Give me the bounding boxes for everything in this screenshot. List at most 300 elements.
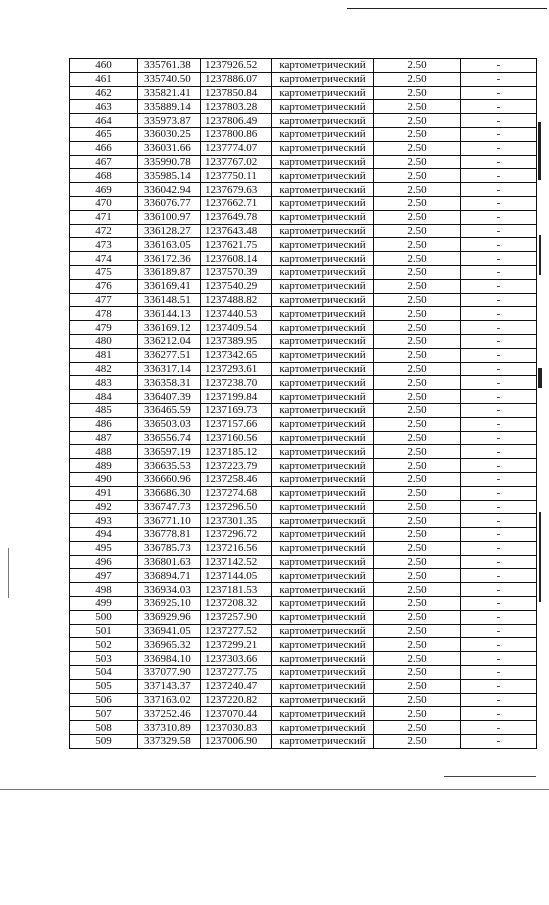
x-coordinate-cell: 337310.89 bbox=[138, 721, 201, 735]
point-number-cell: 480 bbox=[70, 334, 138, 348]
accuracy-cell: 2.50 bbox=[374, 610, 461, 624]
table-row bbox=[70, 86, 537, 100]
point-number-cell: 508 bbox=[70, 721, 138, 735]
y-coordinate-cell: 1237679.63 bbox=[201, 183, 272, 197]
point-number-cell: 483 bbox=[70, 376, 138, 390]
note-cell: - bbox=[461, 735, 537, 749]
method-cell: картометрический bbox=[272, 390, 374, 404]
point-number-cell: 486 bbox=[70, 417, 138, 431]
accuracy-cell: 2.50 bbox=[374, 321, 461, 335]
table-row bbox=[70, 196, 537, 210]
method-cell: картометрический bbox=[272, 238, 374, 252]
x-coordinate-cell: 336984.10 bbox=[138, 652, 201, 666]
accuracy-cell: 2.50 bbox=[374, 238, 461, 252]
method-cell: картометрический bbox=[272, 735, 374, 749]
point-number-cell: 473 bbox=[70, 238, 138, 252]
method-cell: картометрический bbox=[272, 431, 374, 445]
table-row bbox=[70, 459, 537, 473]
point-number-cell: 464 bbox=[70, 114, 138, 128]
x-coordinate-cell: 336635.53 bbox=[138, 459, 201, 473]
note-cell: - bbox=[461, 666, 537, 680]
method-cell: картометрический bbox=[272, 569, 374, 583]
x-coordinate-cell: 336925.10 bbox=[138, 597, 201, 611]
x-coordinate-cell: 336597.19 bbox=[138, 445, 201, 459]
x-coordinate-cell: 336785.73 bbox=[138, 541, 201, 555]
accuracy-cell: 2.50 bbox=[374, 569, 461, 583]
x-coordinate-cell: 335973.87 bbox=[138, 114, 201, 128]
note-cell: - bbox=[461, 652, 537, 666]
point-number-cell: 481 bbox=[70, 348, 138, 362]
accuracy-cell: 2.50 bbox=[374, 265, 461, 279]
coordinates-table-body bbox=[70, 59, 537, 749]
method-cell: картометрический bbox=[272, 721, 374, 735]
x-coordinate-cell: 336929.96 bbox=[138, 610, 201, 624]
method-cell: картометрический bbox=[272, 252, 374, 266]
x-coordinate-cell: 336894.71 bbox=[138, 569, 201, 583]
y-coordinate-cell: 1237608.14 bbox=[201, 252, 272, 266]
note-cell: - bbox=[461, 376, 537, 390]
method-cell: картометрический bbox=[272, 307, 374, 321]
note-cell: - bbox=[461, 114, 537, 128]
x-coordinate-cell: 336358.31 bbox=[138, 376, 201, 390]
note-cell: - bbox=[461, 638, 537, 652]
x-coordinate-cell: 337329.58 bbox=[138, 735, 201, 749]
method-cell: картометрический bbox=[272, 141, 374, 155]
y-coordinate-cell: 1237301.35 bbox=[201, 514, 272, 528]
x-coordinate-cell: 336042.94 bbox=[138, 183, 201, 197]
y-coordinate-cell: 1237803.28 bbox=[201, 100, 272, 114]
method-cell: картометрический bbox=[272, 624, 374, 638]
table-row bbox=[70, 210, 537, 224]
point-number-cell: 494 bbox=[70, 528, 138, 542]
note-cell: - bbox=[461, 459, 537, 473]
y-coordinate-cell: 1237643.48 bbox=[201, 224, 272, 238]
note-cell: - bbox=[461, 445, 537, 459]
method-cell: картометрический bbox=[272, 500, 374, 514]
note-cell: - bbox=[461, 486, 537, 500]
point-number-cell: 475 bbox=[70, 265, 138, 279]
table-row bbox=[70, 445, 537, 459]
table-row bbox=[70, 127, 537, 141]
x-coordinate-cell: 337077.90 bbox=[138, 666, 201, 680]
table-row bbox=[70, 417, 537, 431]
point-number-cell: 499 bbox=[70, 597, 138, 611]
point-number-cell: 506 bbox=[70, 693, 138, 707]
x-coordinate-cell: 336556.74 bbox=[138, 431, 201, 445]
point-number-cell: 484 bbox=[70, 390, 138, 404]
accuracy-cell: 2.50 bbox=[374, 721, 461, 735]
note-cell: - bbox=[461, 528, 537, 542]
point-number-cell: 492 bbox=[70, 500, 138, 514]
table-row bbox=[70, 528, 537, 542]
y-coordinate-cell: 1237303.66 bbox=[201, 652, 272, 666]
x-coordinate-cell: 336100.97 bbox=[138, 210, 201, 224]
point-number-cell: 493 bbox=[70, 514, 138, 528]
accuracy-cell: 2.50 bbox=[374, 141, 461, 155]
accuracy-cell: 2.50 bbox=[374, 293, 461, 307]
method-cell: картометрический bbox=[272, 169, 374, 183]
accuracy-cell: 2.50 bbox=[374, 597, 461, 611]
y-coordinate-cell: 1237006.90 bbox=[201, 735, 272, 749]
table-row bbox=[70, 224, 537, 238]
x-coordinate-cell: 336076.77 bbox=[138, 196, 201, 210]
accuracy-cell: 2.50 bbox=[374, 169, 461, 183]
note-cell: - bbox=[461, 169, 537, 183]
table-row bbox=[70, 486, 537, 500]
table-row bbox=[70, 265, 537, 279]
point-number-cell: 482 bbox=[70, 362, 138, 376]
x-coordinate-cell: 335889.14 bbox=[138, 100, 201, 114]
accuracy-cell: 2.50 bbox=[374, 224, 461, 238]
note-cell: - bbox=[461, 252, 537, 266]
y-coordinate-cell: 1237296.50 bbox=[201, 500, 272, 514]
point-number-cell: 502 bbox=[70, 638, 138, 652]
x-coordinate-cell: 336212.04 bbox=[138, 334, 201, 348]
x-coordinate-cell: 336030.25 bbox=[138, 127, 201, 141]
method-cell: картометрический bbox=[272, 403, 374, 417]
y-coordinate-cell: 1237293.61 bbox=[201, 362, 272, 376]
accuracy-cell: 2.50 bbox=[374, 707, 461, 721]
x-coordinate-cell: 336128.27 bbox=[138, 224, 201, 238]
point-number-cell: 504 bbox=[70, 666, 138, 680]
table-row bbox=[70, 183, 537, 197]
table-row bbox=[70, 541, 537, 555]
y-coordinate-cell: 1237160.56 bbox=[201, 431, 272, 445]
x-coordinate-cell: 337252.46 bbox=[138, 707, 201, 721]
note-cell: - bbox=[461, 624, 537, 638]
method-cell: картометрический bbox=[272, 224, 374, 238]
point-number-cell: 476 bbox=[70, 279, 138, 293]
point-number-cell: 469 bbox=[70, 183, 138, 197]
accuracy-cell: 2.50 bbox=[374, 155, 461, 169]
y-coordinate-cell: 1237240.47 bbox=[201, 679, 272, 693]
x-coordinate-cell: 335821.41 bbox=[138, 86, 201, 100]
point-number-cell: 501 bbox=[70, 624, 138, 638]
accuracy-cell: 2.50 bbox=[374, 72, 461, 86]
method-cell: картометрический bbox=[272, 666, 374, 680]
y-coordinate-cell: 1237216.56 bbox=[201, 541, 272, 555]
table-row bbox=[70, 100, 537, 114]
point-number-cell: 467 bbox=[70, 155, 138, 169]
point-number-cell: 465 bbox=[70, 127, 138, 141]
point-number-cell: 462 bbox=[70, 86, 138, 100]
note-cell: - bbox=[461, 321, 537, 335]
y-coordinate-cell: 1237238.70 bbox=[201, 376, 272, 390]
table-row bbox=[70, 500, 537, 514]
method-cell: картометрический bbox=[272, 459, 374, 473]
x-coordinate-cell: 336771.10 bbox=[138, 514, 201, 528]
table-row bbox=[70, 114, 537, 128]
x-coordinate-cell: 336660.96 bbox=[138, 472, 201, 486]
accuracy-cell: 2.50 bbox=[374, 390, 461, 404]
method-cell: картометрический bbox=[272, 693, 374, 707]
accuracy-cell: 2.50 bbox=[374, 417, 461, 431]
y-coordinate-cell: 1237409.54 bbox=[201, 321, 272, 335]
table-row bbox=[70, 583, 537, 597]
note-cell: - bbox=[461, 238, 537, 252]
method-cell: картометрический bbox=[272, 679, 374, 693]
method-cell: картометрический bbox=[272, 86, 374, 100]
method-cell: картометрический bbox=[272, 652, 374, 666]
table-row bbox=[70, 652, 537, 666]
method-cell: картометрический bbox=[272, 155, 374, 169]
note-cell: - bbox=[461, 693, 537, 707]
x-coordinate-cell: 336148.51 bbox=[138, 293, 201, 307]
method-cell: картометрический bbox=[272, 183, 374, 197]
scan-edge-mark bbox=[538, 368, 542, 388]
accuracy-cell: 2.50 bbox=[374, 652, 461, 666]
x-coordinate-cell: 336503.03 bbox=[138, 417, 201, 431]
point-number-cell: 509 bbox=[70, 735, 138, 749]
x-coordinate-cell: 336747.73 bbox=[138, 500, 201, 514]
y-coordinate-cell: 1237774.07 bbox=[201, 141, 272, 155]
accuracy-cell: 2.50 bbox=[374, 679, 461, 693]
accuracy-cell: 2.50 bbox=[374, 486, 461, 500]
point-number-cell: 460 bbox=[70, 59, 138, 73]
point-number-cell: 495 bbox=[70, 541, 138, 555]
accuracy-cell: 2.50 bbox=[374, 624, 461, 638]
accuracy-cell: 2.50 bbox=[374, 334, 461, 348]
scan-edge-mark bbox=[539, 235, 541, 275]
point-number-cell: 471 bbox=[70, 210, 138, 224]
y-coordinate-cell: 1237767.02 bbox=[201, 155, 272, 169]
point-number-cell: 485 bbox=[70, 403, 138, 417]
table-row bbox=[70, 624, 537, 638]
accuracy-cell: 2.50 bbox=[374, 348, 461, 362]
y-coordinate-cell: 1237621.75 bbox=[201, 238, 272, 252]
note-cell: - bbox=[461, 265, 537, 279]
accuracy-cell: 2.50 bbox=[374, 100, 461, 114]
table-row bbox=[70, 362, 537, 376]
accuracy-cell: 2.50 bbox=[374, 279, 461, 293]
page-footer-rule bbox=[0, 789, 549, 790]
table-row bbox=[70, 555, 537, 569]
point-number-cell: 468 bbox=[70, 169, 138, 183]
point-number-cell: 503 bbox=[70, 652, 138, 666]
method-cell: картометрический bbox=[272, 127, 374, 141]
x-coordinate-cell: 336169.12 bbox=[138, 321, 201, 335]
note-cell: - bbox=[461, 348, 537, 362]
table-row bbox=[70, 707, 537, 721]
table-row bbox=[70, 334, 537, 348]
y-coordinate-cell: 1237850.84 bbox=[201, 86, 272, 100]
point-number-cell: 497 bbox=[70, 569, 138, 583]
point-number-cell: 474 bbox=[70, 252, 138, 266]
table-row bbox=[70, 321, 537, 335]
note-cell: - bbox=[461, 210, 537, 224]
method-cell: картометрический bbox=[272, 707, 374, 721]
note-cell: - bbox=[461, 597, 537, 611]
table-row bbox=[70, 141, 537, 155]
table-row bbox=[70, 735, 537, 749]
coordinates-table bbox=[69, 58, 537, 749]
note-cell: - bbox=[461, 224, 537, 238]
method-cell: картометрический bbox=[272, 514, 374, 528]
method-cell: картометрический bbox=[272, 583, 374, 597]
method-cell: картометрический bbox=[272, 376, 374, 390]
x-coordinate-cell: 336778.81 bbox=[138, 528, 201, 542]
table-row bbox=[70, 597, 537, 611]
y-coordinate-cell: 1237208.32 bbox=[201, 597, 272, 611]
note-cell: - bbox=[461, 127, 537, 141]
point-number-cell: 496 bbox=[70, 555, 138, 569]
signature-line bbox=[444, 776, 536, 777]
method-cell: картометрический bbox=[272, 196, 374, 210]
y-coordinate-cell: 1237169.73 bbox=[201, 403, 272, 417]
accuracy-cell: 2.50 bbox=[374, 666, 461, 680]
note-cell: - bbox=[461, 334, 537, 348]
method-cell: картометрический bbox=[272, 293, 374, 307]
y-coordinate-cell: 1237258.46 bbox=[201, 472, 272, 486]
note-cell: - bbox=[461, 279, 537, 293]
y-coordinate-cell: 1237030.83 bbox=[201, 721, 272, 735]
table-row bbox=[70, 610, 537, 624]
accuracy-cell: 2.50 bbox=[374, 196, 461, 210]
y-coordinate-cell: 1237440.53 bbox=[201, 307, 272, 321]
table-row bbox=[70, 376, 537, 390]
note-cell: - bbox=[461, 403, 537, 417]
table-row bbox=[70, 514, 537, 528]
table-row bbox=[70, 169, 537, 183]
table-row bbox=[70, 431, 537, 445]
y-coordinate-cell: 1237540.29 bbox=[201, 279, 272, 293]
note-cell: - bbox=[461, 196, 537, 210]
method-cell: картометрический bbox=[272, 610, 374, 624]
y-coordinate-cell: 1237277.52 bbox=[201, 624, 272, 638]
y-coordinate-cell: 1237662.71 bbox=[201, 196, 272, 210]
x-coordinate-cell: 336965.32 bbox=[138, 638, 201, 652]
note-cell: - bbox=[461, 362, 537, 376]
note-cell: - bbox=[461, 390, 537, 404]
method-cell: картометрический bbox=[272, 321, 374, 335]
accuracy-cell: 2.50 bbox=[374, 555, 461, 569]
table-row bbox=[70, 279, 537, 293]
note-cell: - bbox=[461, 707, 537, 721]
y-coordinate-cell: 1237389.95 bbox=[201, 334, 272, 348]
y-coordinate-cell: 1237274.68 bbox=[201, 486, 272, 500]
accuracy-cell: 2.50 bbox=[374, 459, 461, 473]
point-number-cell: 463 bbox=[70, 100, 138, 114]
accuracy-cell: 2.50 bbox=[374, 735, 461, 749]
y-coordinate-cell: 1237223.79 bbox=[201, 459, 272, 473]
accuracy-cell: 2.50 bbox=[374, 445, 461, 459]
x-coordinate-cell: 336934.03 bbox=[138, 583, 201, 597]
point-number-cell: 489 bbox=[70, 459, 138, 473]
accuracy-cell: 2.50 bbox=[374, 541, 461, 555]
y-coordinate-cell: 1237144.05 bbox=[201, 569, 272, 583]
method-cell: картометрический bbox=[272, 541, 374, 555]
table-row bbox=[70, 59, 537, 73]
accuracy-cell: 2.50 bbox=[374, 500, 461, 514]
y-coordinate-cell: 1237142.52 bbox=[201, 555, 272, 569]
x-coordinate-cell: 335761.38 bbox=[138, 59, 201, 73]
y-coordinate-cell: 1237157.66 bbox=[201, 417, 272, 431]
point-number-cell: 505 bbox=[70, 679, 138, 693]
x-coordinate-cell: 335985.14 bbox=[138, 169, 201, 183]
method-cell: картометрический bbox=[272, 445, 374, 459]
accuracy-cell: 2.50 bbox=[374, 127, 461, 141]
note-cell: - bbox=[461, 100, 537, 114]
note-cell: - bbox=[461, 472, 537, 486]
y-coordinate-cell: 1237199.84 bbox=[201, 390, 272, 404]
note-cell: - bbox=[461, 417, 537, 431]
y-coordinate-cell: 1237220.82 bbox=[201, 693, 272, 707]
point-number-cell: 461 bbox=[70, 72, 138, 86]
accuracy-cell: 2.50 bbox=[374, 252, 461, 266]
x-coordinate-cell: 336163.05 bbox=[138, 238, 201, 252]
y-coordinate-cell: 1237649.78 bbox=[201, 210, 272, 224]
note-cell: - bbox=[461, 679, 537, 693]
accuracy-cell: 2.50 bbox=[374, 472, 461, 486]
table-row bbox=[70, 155, 537, 169]
table-row bbox=[70, 569, 537, 583]
y-coordinate-cell: 1237185.12 bbox=[201, 445, 272, 459]
x-coordinate-cell: 336801.63 bbox=[138, 555, 201, 569]
accuracy-cell: 2.50 bbox=[374, 86, 461, 100]
method-cell: картометрический bbox=[272, 334, 374, 348]
point-number-cell: 487 bbox=[70, 431, 138, 445]
accuracy-cell: 2.50 bbox=[374, 528, 461, 542]
note-cell: - bbox=[461, 569, 537, 583]
scan-edge-mark bbox=[539, 512, 541, 602]
method-cell: картометрический bbox=[272, 114, 374, 128]
y-coordinate-cell: 1237806.49 bbox=[201, 114, 272, 128]
y-coordinate-cell: 1237296.72 bbox=[201, 528, 272, 542]
table-row bbox=[70, 348, 537, 362]
y-coordinate-cell: 1237342.65 bbox=[201, 348, 272, 362]
x-coordinate-cell: 336686.30 bbox=[138, 486, 201, 500]
note-cell: - bbox=[461, 72, 537, 86]
table-row bbox=[70, 679, 537, 693]
x-coordinate-cell: 336031.66 bbox=[138, 141, 201, 155]
point-number-cell: 488 bbox=[70, 445, 138, 459]
method-cell: картометрический bbox=[272, 472, 374, 486]
accuracy-cell: 2.50 bbox=[374, 514, 461, 528]
method-cell: картометрический bbox=[272, 597, 374, 611]
method-cell: картометрический bbox=[272, 362, 374, 376]
y-coordinate-cell: 1237277.75 bbox=[201, 666, 272, 680]
accuracy-cell: 2.50 bbox=[374, 210, 461, 224]
method-cell: картометрический bbox=[272, 210, 374, 224]
accuracy-cell: 2.50 bbox=[374, 403, 461, 417]
note-cell: - bbox=[461, 583, 537, 597]
accuracy-cell: 2.50 bbox=[374, 431, 461, 445]
x-coordinate-cell: 336169.41 bbox=[138, 279, 201, 293]
x-coordinate-cell: 336172.36 bbox=[138, 252, 201, 266]
note-cell: - bbox=[461, 293, 537, 307]
note-cell: - bbox=[461, 59, 537, 73]
x-coordinate-cell: 336189.87 bbox=[138, 265, 201, 279]
method-cell: картометрический bbox=[272, 417, 374, 431]
accuracy-cell: 2.50 bbox=[374, 638, 461, 652]
y-coordinate-cell: 1237800.86 bbox=[201, 127, 272, 141]
table-row bbox=[70, 238, 537, 252]
y-coordinate-cell: 1237070.44 bbox=[201, 707, 272, 721]
point-number-cell: 479 bbox=[70, 321, 138, 335]
point-number-cell: 500 bbox=[70, 610, 138, 624]
point-number-cell: 472 bbox=[70, 224, 138, 238]
point-number-cell: 478 bbox=[70, 307, 138, 321]
note-cell: - bbox=[461, 141, 537, 155]
x-coordinate-cell: 336407.39 bbox=[138, 390, 201, 404]
method-cell: картометрический bbox=[272, 100, 374, 114]
table-row bbox=[70, 390, 537, 404]
y-coordinate-cell: 1237926.52 bbox=[201, 59, 272, 73]
y-coordinate-cell: 1237570.39 bbox=[201, 265, 272, 279]
top-rule bbox=[347, 8, 547, 9]
table-row bbox=[70, 293, 537, 307]
table-row bbox=[70, 403, 537, 417]
